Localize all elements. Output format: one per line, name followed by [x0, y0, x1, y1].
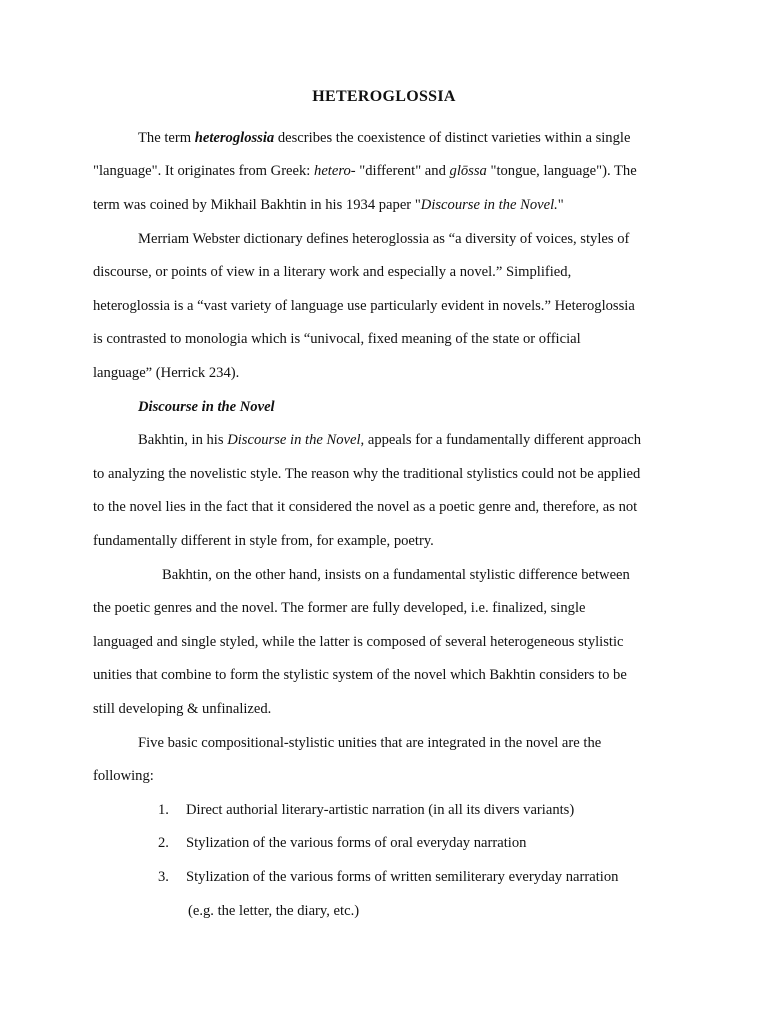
paragraph-2-line-3: heteroglossia is a “vast variety of language use particularly evident in novels.” Heteroglossia: [93, 298, 635, 314]
paragraph-2-line-2: discourse, or points of view in a literary work and especially a novel.” Simplified,: [93, 264, 572, 280]
paragraph-1-line-3: [93, 195, 564, 215]
section-heading: Discourse in the Novel: [138, 399, 275, 415]
paragraph-4-line-1: Bakhtin, on the other hand, insists on a fundamental stylistic difference between: [162, 567, 630, 583]
paragraph-4-line-2: the poetic genres and the novel. The former are fully developed, i.e. finalized, single: [93, 600, 586, 616]
list-item-2-number: 2.: [158, 835, 169, 851]
paragraph-2-line-5: language” (Herrick 234).: [93, 365, 240, 381]
paragraph-2-line-1: Merriam Webster dictionary defines heteroglossia as “a diversity of voices, styles of: [138, 231, 630, 247]
page-title: HETEROGLOSSIA: [312, 88, 456, 105]
paragraph-4-line-5: still developing & unfinalized.: [93, 701, 272, 717]
list-item-3-number: 3.: [158, 869, 169, 885]
paragraph-3-line-3: to the novel lies in the fact that it considered the novel as a poetic genre and, therefore, as not: [93, 499, 638, 515]
paragraph-1-line-1: [138, 128, 630, 148]
list-item-3-text: Stylization of the various forms of written semiliterary everyday narration: [186, 869, 619, 885]
term-heteroglossia: heteroglossia: [194, 130, 275, 146]
term-glossa: glōssa: [449, 163, 487, 179]
paragraph-5-line-2: following:: [93, 768, 154, 784]
paragraph-3-line-1: [138, 430, 641, 450]
paragraph-5-line-1: Five basic compositional-stylistic unities that are integrated in the novel are the: [138, 735, 602, 751]
work-title: Discourse in the Novel.: [420, 197, 558, 213]
list-item-3-continuation: (e.g. the letter, the diary, etc.): [188, 903, 360, 919]
text-run: "tongue, language"). The: [486, 163, 637, 179]
list-item-1-text: Direct authorial literary-artistic narration (in all its divers variants): [186, 802, 575, 818]
text-run: ": [557, 197, 564, 213]
paragraph-3-line-4: fundamentally different in style from, for example, poetry.: [93, 533, 434, 549]
paragraph-2-line-4: is contrasted to monologia which is “univocal, fixed meaning of the state or official: [93, 331, 581, 347]
list-item-1-number: 1.: [158, 802, 169, 818]
paragraph-3-line-2: to analyzing the novelistic style. The reason why the traditional stylistics could not be applied: [93, 466, 641, 482]
list-item-2-text: Stylization of the various forms of oral everyday narration: [186, 835, 527, 851]
text-run: term was coined by Mikhail Bakhtin in his 1934 paper ": [93, 197, 421, 213]
text-run: Bakhtin, in his: [138, 432, 228, 448]
work-title: Discourse in the Novel: [227, 432, 361, 448]
text-run: "different" and: [355, 163, 450, 179]
paragraph-4-line-4: unities that combine to form the stylistic system of the novel which Bakhtin considers to be: [93, 667, 627, 683]
term-hetero: hetero-: [314, 163, 356, 179]
text-run: The term: [138, 130, 195, 146]
paragraph-4-line-3: languaged and single styled, while the latter is composed of several heterogeneous stylistic: [93, 634, 624, 650]
text-run: "language". It originates from Greek:: [93, 163, 315, 179]
text-run: describes the coexistence of distinct varieties within a single: [274, 130, 631, 146]
text-run: , appeals for a fundamentally different approach: [360, 432, 642, 448]
paragraph-1-line-2: [93, 161, 637, 181]
